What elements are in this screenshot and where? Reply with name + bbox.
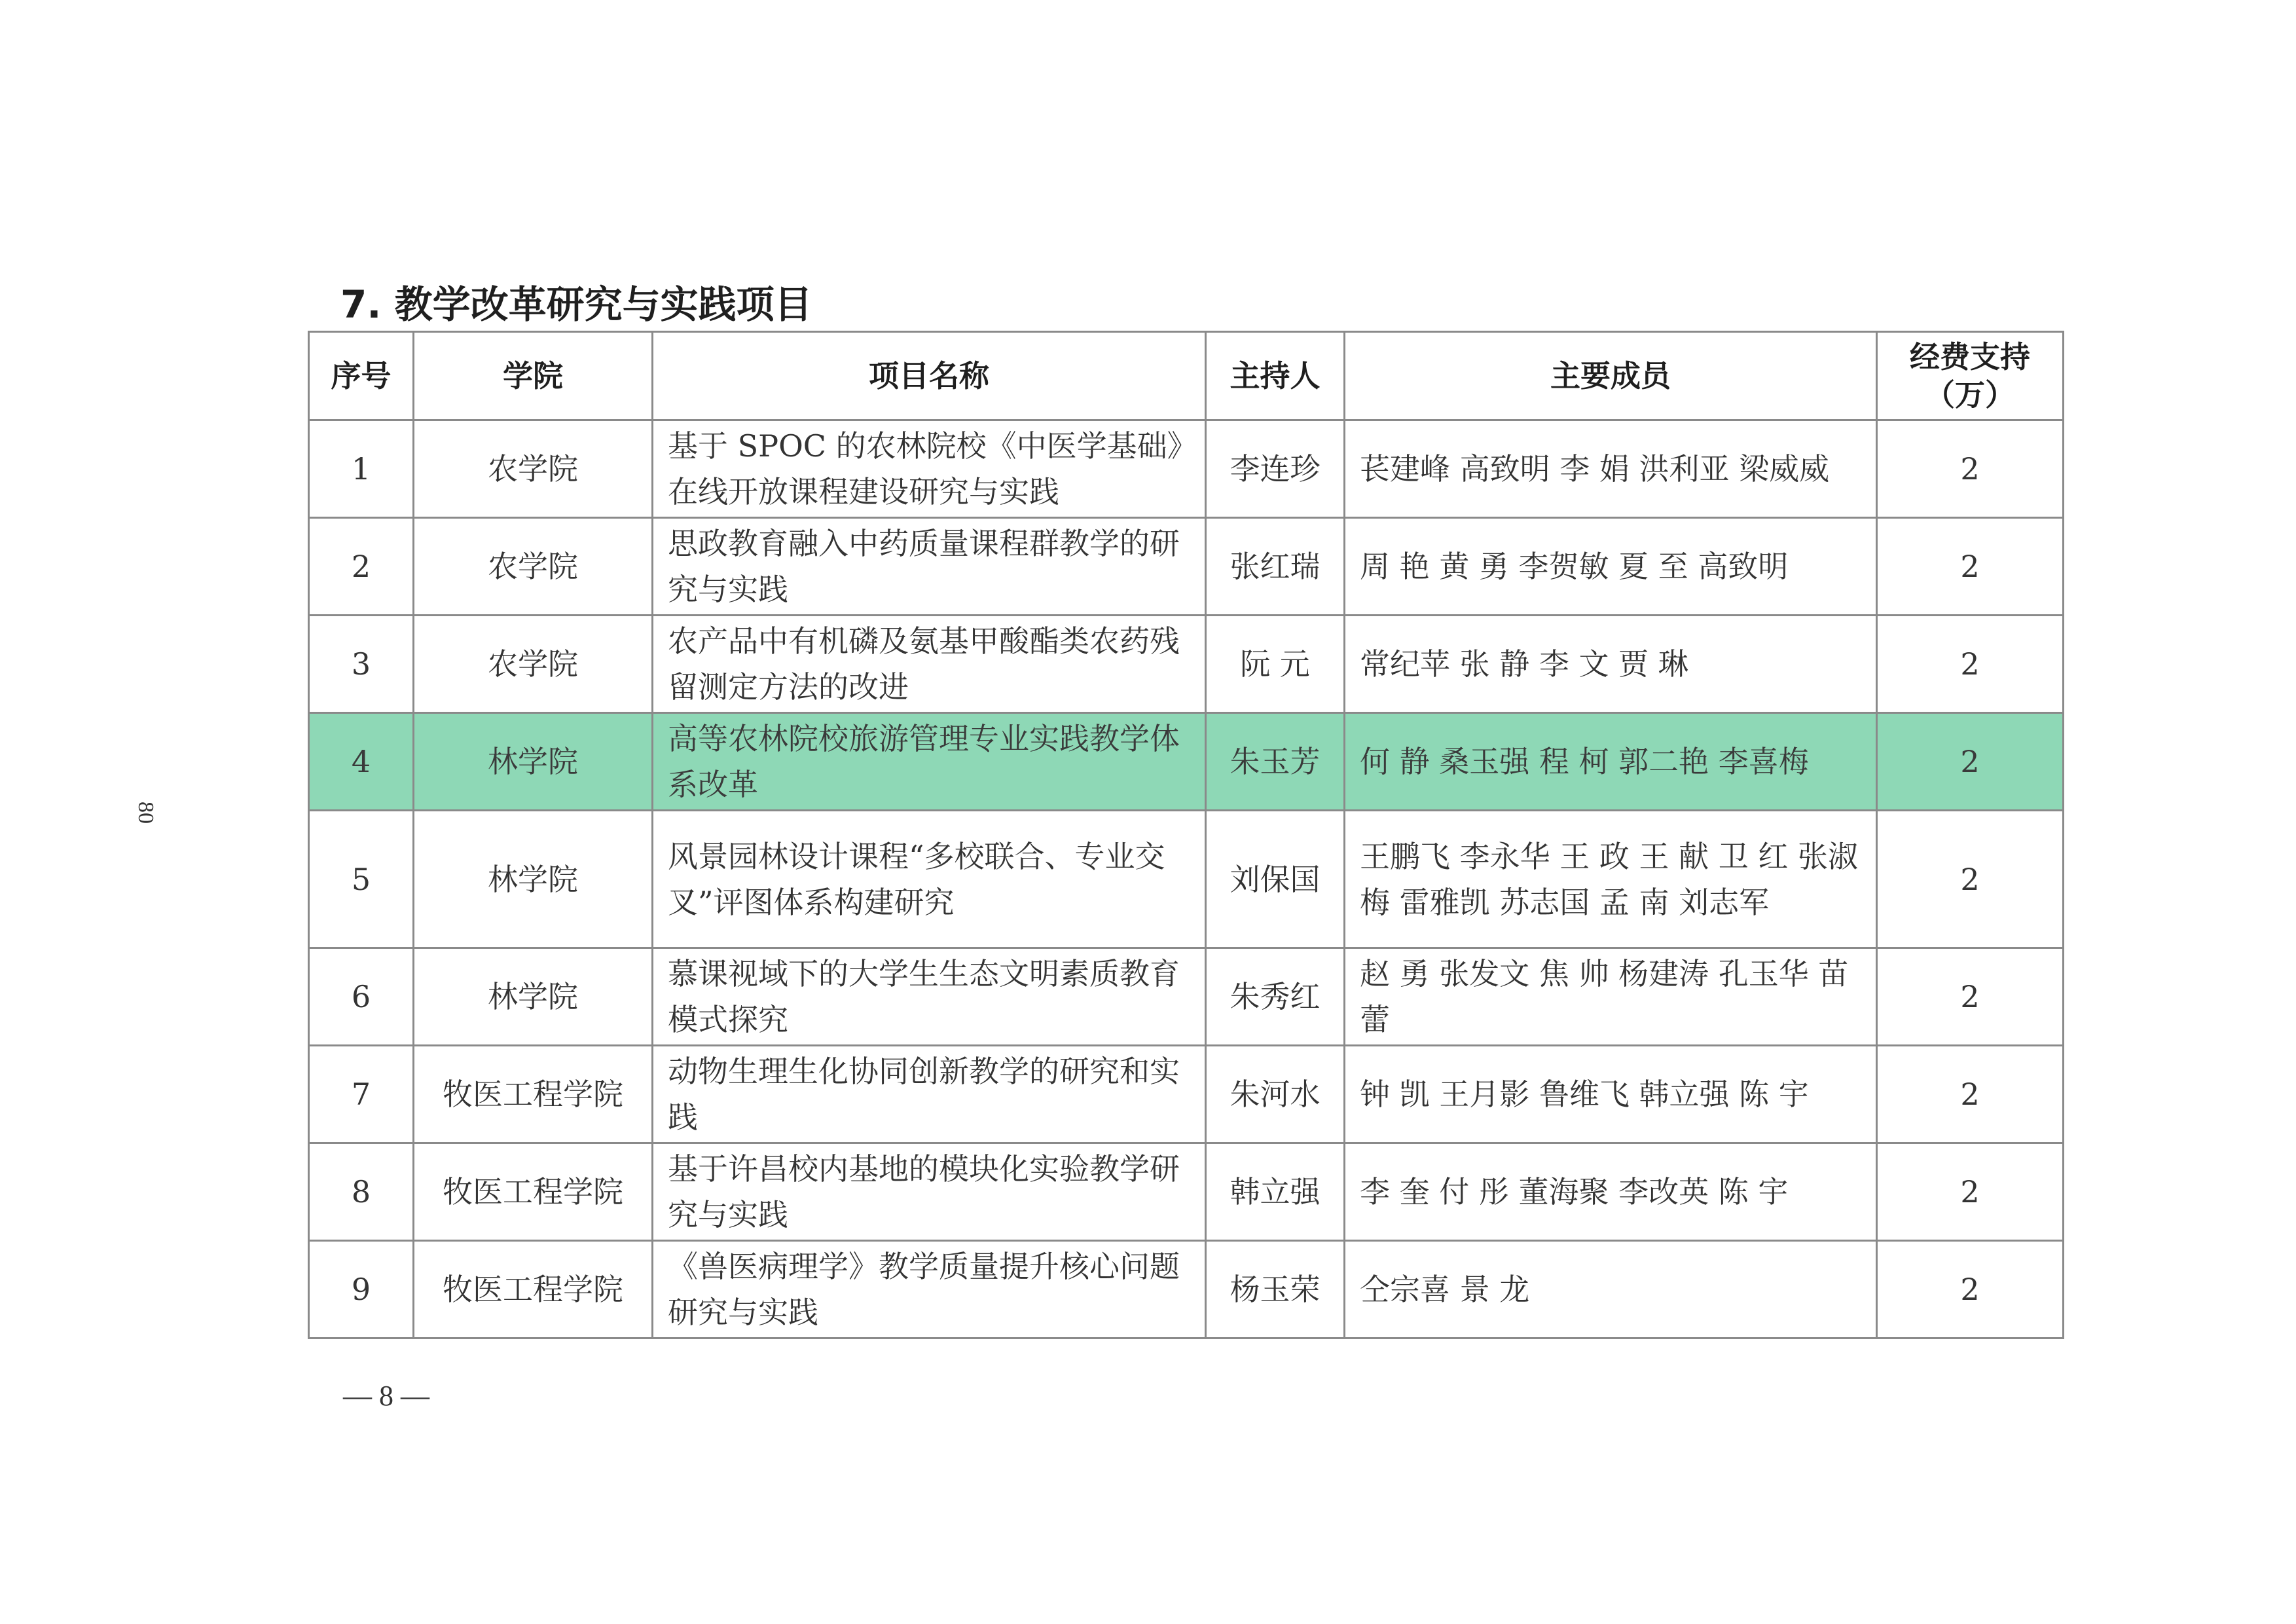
cell-college: 农学院 — [414, 420, 653, 518]
table-row — [309, 420, 2064, 518]
cell-index: 2 — [309, 518, 414, 616]
cell-college: 牧医工程学院 — [414, 1241, 653, 1338]
table-row — [309, 811, 2064, 948]
project-table — [308, 331, 2064, 1339]
table-header-row — [309, 332, 2064, 420]
cell-index: 3 — [309, 616, 414, 713]
cell-funding: 2 — [1877, 1046, 2064, 1143]
section-title: 7. 教学改革研究与实践项目 — [340, 282, 812, 327]
header-members: 主要成员 — [1345, 332, 1877, 420]
cell-funding: 2 — [1877, 518, 2064, 616]
cell-members: 钟 凯 王月影 鲁维飞 韩立强 陈 宇 — [1345, 1046, 1877, 1143]
cell-index: 1 — [309, 420, 414, 518]
cell-members: 常纪苹 张 静 李 文 贾 琳 — [1345, 616, 1877, 713]
table-row — [309, 1241, 2064, 1338]
header-index: 序号 — [309, 332, 414, 420]
header-funding: 经费支持（万） — [1877, 332, 2064, 420]
cell-college: 牧医工程学院 — [414, 1046, 653, 1143]
cell-index: 5 — [309, 811, 414, 948]
cell-college: 林学院 — [414, 948, 653, 1046]
cell-project-name: 基于许昌校内基地的模块化实验教学研究与实践 — [653, 1143, 1206, 1241]
cell-members: 赵 勇 张发文 焦 帅 杨建涛 孔玉华 苗 蕾 — [1345, 948, 1877, 1046]
cell-project-name: 风景园林设计课程“多校联合、专业交叉”评图体系构建研究 — [653, 811, 1206, 948]
cell-project-name: 动物生理生化协同创新教学的研究和实践 — [653, 1046, 1206, 1143]
cell-college: 农学院 — [414, 518, 653, 616]
table-row — [309, 616, 2064, 713]
table-row — [309, 1046, 2064, 1143]
cell-project-name: 基于 SPOC 的农林院校《中医学基础》在线开放课程建设研究与实践 — [653, 420, 1206, 518]
cell-members: 何 静 桑玉强 程 柯 郭二艳 李喜梅 — [1345, 713, 1877, 811]
cell-leader: 李连珍 — [1206, 420, 1345, 518]
cell-college: 牧医工程学院 — [414, 1143, 653, 1241]
cell-leader: 张红瑞 — [1206, 518, 1345, 616]
cell-index: 8 — [309, 1143, 414, 1241]
cell-index: 7 — [309, 1046, 414, 1143]
cell-college: 林学院 — [414, 713, 653, 811]
cell-leader: 朱河水 — [1206, 1046, 1345, 1143]
cell-project-name: 慕课视域下的大学生生态文明素质教育模式探究 — [653, 948, 1206, 1046]
cell-leader: 韩立强 — [1206, 1143, 1345, 1241]
cell-project-name: 思政教育融入中药质量课程群教学的研究与实践 — [653, 518, 1206, 616]
cell-index: 6 — [309, 948, 414, 1046]
table-row — [309, 518, 2064, 616]
cell-project-name: 高等农林院校旅游管理专业实践教学体系改革 — [653, 713, 1206, 811]
cell-college: 林学院 — [414, 811, 653, 948]
cell-members: 周 艳 黄 勇 李贺敏 夏 至 高致明 — [1345, 518, 1877, 616]
cell-leader: 阮 元 — [1206, 616, 1345, 713]
cell-leader: 朱秀红 — [1206, 948, 1345, 1046]
cell-members: 李 奎 付 彤 董海聚 李改英 陈 宇 — [1345, 1143, 1877, 1241]
cell-index: 4 — [309, 713, 414, 811]
cell-members: 王鹏飞 李永华 王 政 王 献 卫 红 张淑梅 雷雅凯 苏志国 孟 南 刘志军 — [1345, 811, 1877, 948]
header-college: 学院 — [414, 332, 653, 420]
cell-leader: 刘保国 — [1206, 811, 1345, 948]
table-body — [309, 420, 2064, 1338]
cell-leader: 朱玉芳 — [1206, 713, 1345, 811]
cell-funding: 2 — [1877, 1143, 2064, 1241]
cell-funding: 2 — [1877, 616, 2064, 713]
cell-project-name: 农产品中有机磷及氨基甲酸酯类农药残留测定方法的改进 — [653, 616, 1206, 713]
table-row — [309, 948, 2064, 1046]
table-row — [309, 1143, 2064, 1241]
table-row — [309, 713, 2064, 811]
cell-members: 仝宗喜 景 龙 — [1345, 1241, 1877, 1338]
margin-page-number: 80 — [134, 802, 158, 824]
header-leader: 主持人 — [1206, 332, 1345, 420]
cell-college: 农学院 — [414, 616, 653, 713]
cell-members: 苌建峰 高致明 李 娟 洪利亚 梁威威 — [1345, 420, 1877, 518]
cell-funding: 2 — [1877, 420, 2064, 518]
cell-project-name: 《兽医病理学》教学质量提升核心问题研究与实践 — [653, 1241, 1206, 1338]
cell-leader: 杨玉荣 — [1206, 1241, 1345, 1338]
cell-index: 9 — [309, 1241, 414, 1338]
cell-funding: 2 — [1877, 713, 2064, 811]
page-footer: — 8 — — [343, 1380, 429, 1412]
cell-funding: 2 — [1877, 1241, 2064, 1338]
cell-funding: 2 — [1877, 811, 2064, 948]
header-project-name: 项目名称 — [653, 332, 1206, 420]
cell-funding: 2 — [1877, 948, 2064, 1046]
